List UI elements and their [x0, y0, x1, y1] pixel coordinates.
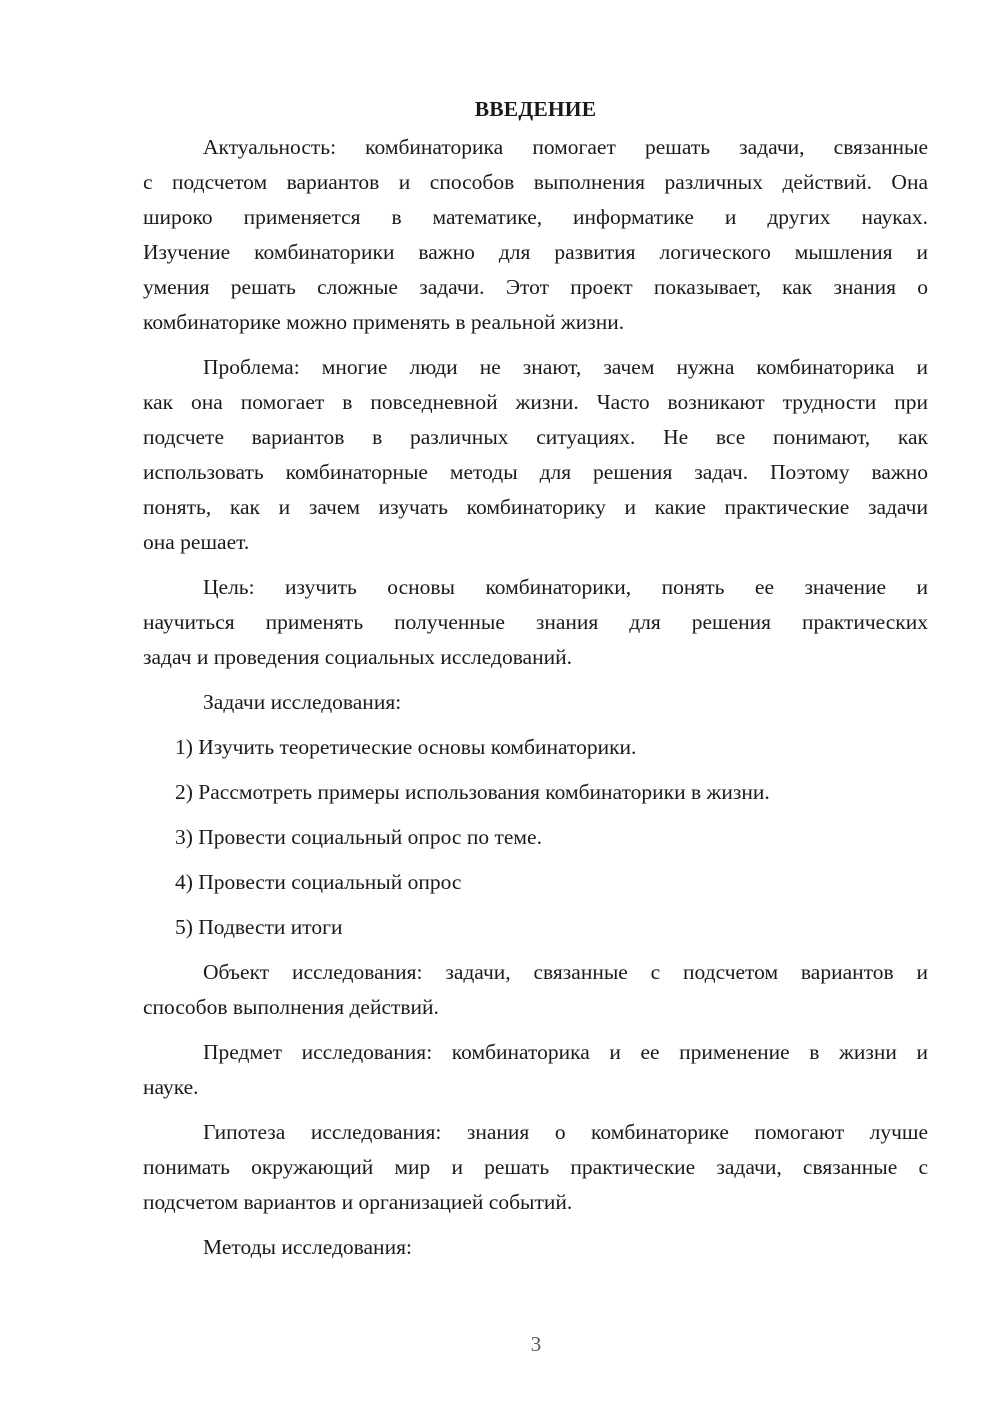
task-item: 5) Подвести итоги	[175, 915, 343, 939]
tasks-title: Задачи исследования:	[203, 690, 402, 714]
text-line: понять, как и зачем изучать комбинаторику и какие практические задачи	[143, 495, 928, 519]
text-line: подсчете вариантов в различных ситуациях. Не все понимают, как	[143, 425, 928, 449]
text-line: научиться применять полученные знания для решения практических	[143, 610, 928, 634]
methods-title: Методы исследования:	[203, 1235, 412, 1259]
text-line: Объект исследования: задачи, связанные с подсчетом вариантов и	[203, 960, 928, 984]
relevance-paragraph	[143, 130, 928, 340]
text-line: использовать комбинаторные методы для решения задач. Поэтому важно	[143, 460, 928, 484]
text-line: с подсчетом вариантов и способов выполнения различных действий. Она	[143, 170, 928, 194]
text-line: она решает.	[143, 530, 250, 554]
text-line: Изучение комбинаторики важно для развития логического мышления и	[143, 240, 928, 264]
goal-paragraph	[143, 570, 928, 675]
task-item: 3) Провести социальный опрос по теме.	[175, 825, 542, 849]
page-content	[143, 94, 928, 1275]
text-line: Актуальность: комбинаторика помогает решать задачи, связанные	[203, 135, 928, 159]
hypothesis-paragraph	[143, 1115, 928, 1220]
text-line: Гипотеза исследования: знания о комбинаторике помогают лучше	[203, 1120, 928, 1144]
text-line: широко применяется в математике, информатике и других науках.	[143, 205, 928, 229]
text-line: подсчетом вариантов и организацией событий.	[143, 1190, 573, 1214]
text-line: умения решать сложные задачи. Этот проект показывает, как знания о	[143, 275, 928, 299]
task-item: 4) Провести социальный опрос	[175, 870, 462, 894]
problem-paragraph	[143, 350, 928, 560]
page-number: 3	[530, 1332, 542, 1356]
text-line: задач и проведения социальных исследований.	[143, 645, 572, 669]
section-heading: ВВЕДЕНИЕ	[474, 97, 597, 121]
text-line: Цель: изучить основы комбинаторики, понять ее значение и	[203, 575, 928, 599]
subject-paragraph	[143, 1035, 928, 1105]
text-line: способов выполнения действий.	[143, 995, 439, 1019]
object-paragraph	[143, 955, 928, 1025]
text-line: как она помогает в повседневной жизни. Часто возникают трудности при	[143, 390, 928, 414]
text-line: понимать окружающий мир и решать практические задачи, связанные с	[143, 1155, 928, 1179]
task-item: 2) Рассмотреть примеры использования комбинаторики в жизни.	[175, 780, 770, 804]
text-line: Предмет исследования: комбинаторика и ее применение в жизни и	[203, 1040, 928, 1064]
text-line: комбинаторике можно применять в реальной жизни.	[143, 310, 625, 334]
text-line: Проблема: многие люди не знают, зачем нужна комбинаторика и	[203, 355, 928, 379]
task-item: 1) Изучить теоретические основы комбинаторики.	[175, 735, 637, 759]
text-line: науке.	[143, 1075, 199, 1099]
